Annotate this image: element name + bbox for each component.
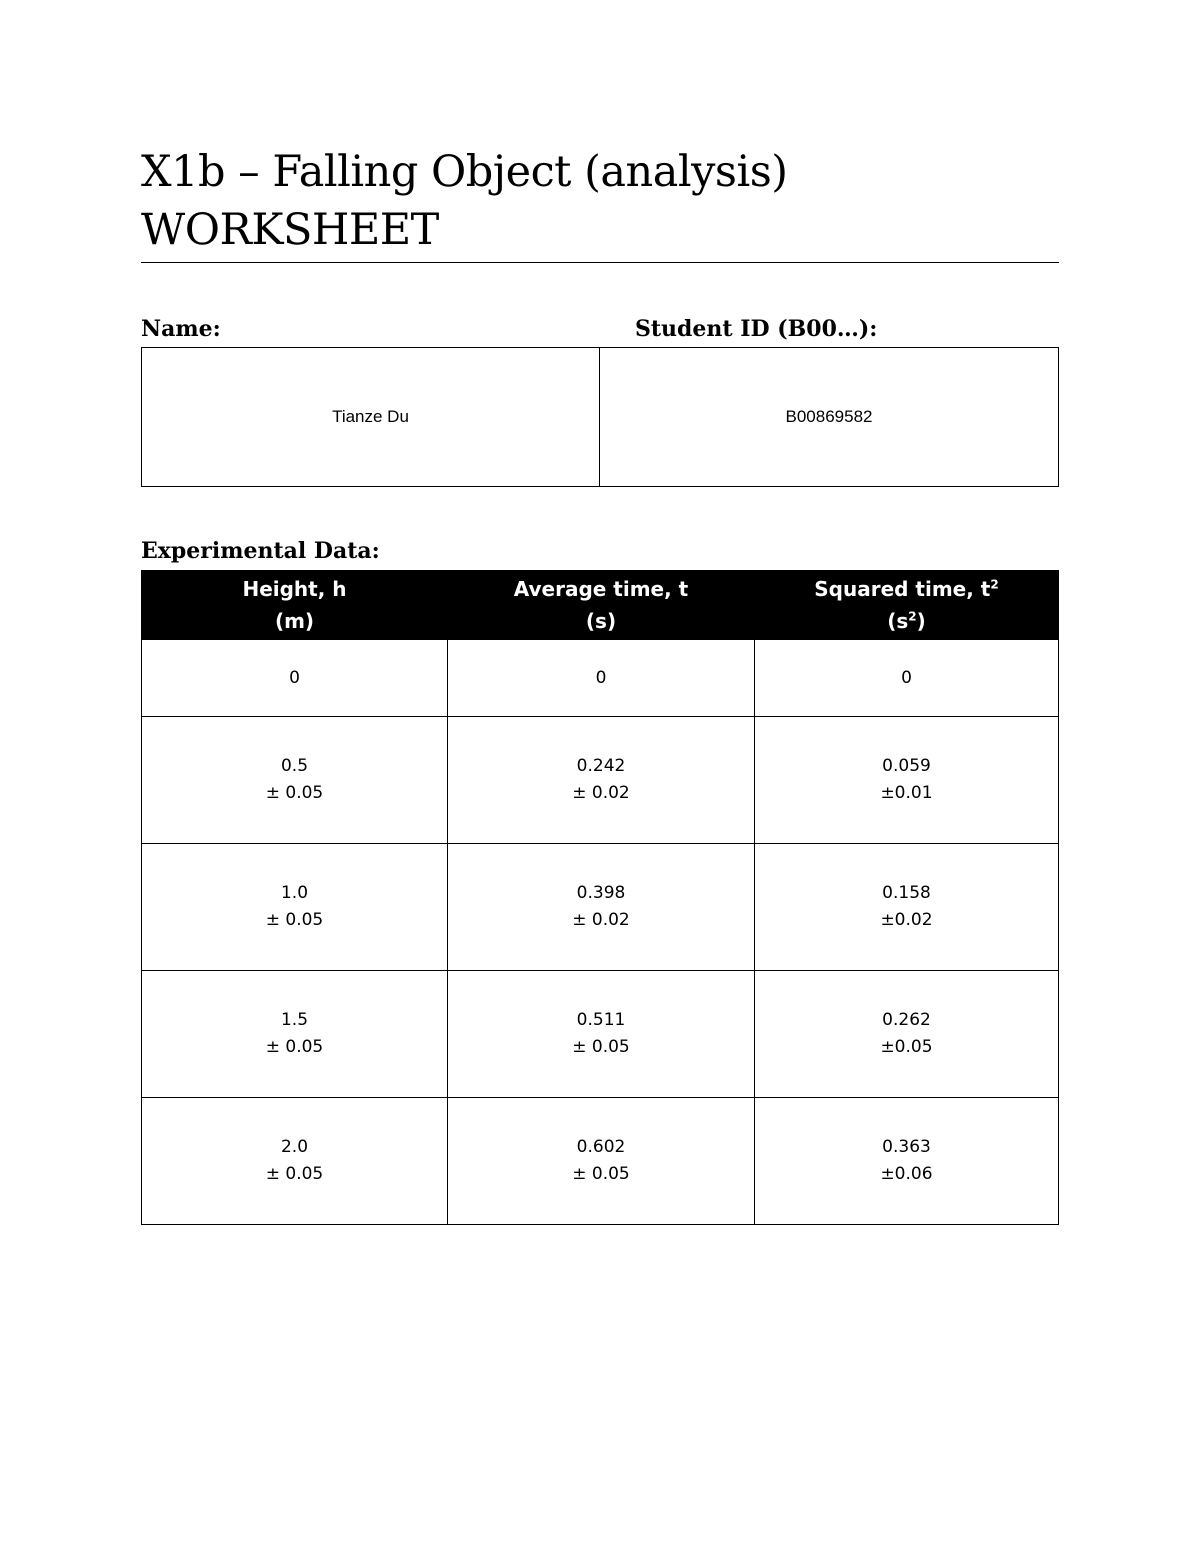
cell-uncertainty: ±0.05 <box>880 1037 933 1057</box>
table-row <box>142 971 1059 1098</box>
header-average-time-unit: (s) <box>585 609 617 633</box>
title-line-1: X1b – Falling Object (analysis) <box>141 147 788 197</box>
cell-height[interactable] <box>142 844 448 971</box>
cell-uncertainty: ± 0.05 <box>265 1037 324 1057</box>
cell-value: 0.511 <box>576 1010 626 1030</box>
cell-value: 0 <box>901 667 912 688</box>
cell-value: 0.158 <box>882 883 931 903</box>
cell-uncertainty: ± 0.05 <box>572 1037 630 1057</box>
cell-value: 2.0 <box>280 1137 309 1157</box>
experimental-data-label: Experimental Data: <box>141 538 380 564</box>
cell-value: 0.398 <box>576 883 626 903</box>
cell-average-time[interactable] <box>448 844 755 971</box>
header-average-time <box>448 571 755 640</box>
cell-average-time[interactable] <box>448 717 755 844</box>
cell-uncertainty: ± 0.02 <box>572 783 630 803</box>
header-height <box>142 571 448 640</box>
header-height-name: Height, h <box>242 577 347 601</box>
header-height-unit: (m) <box>274 609 315 633</box>
header-squared-time-unit: $(s^2)$ <box>887 609 926 633</box>
cell-average-time[interactable] <box>448 971 755 1098</box>
cell-uncertainty: ± 0.05 <box>572 1164 630 1184</box>
table-header-row <box>142 571 1059 640</box>
cell-squared-time[interactable] <box>755 1098 1059 1225</box>
student-id-value: B00869582 <box>785 407 873 426</box>
student-info-table <box>141 347 1059 487</box>
name-label: Name: <box>141 316 221 342</box>
cell-value: 0 <box>595 667 607 688</box>
cell-value: 1.0 <box>280 883 309 903</box>
student-id-label: Student ID (B00…): <box>635 316 878 342</box>
cell-squared-time[interactable] <box>755 971 1059 1098</box>
experimental-data-table <box>141 570 1059 1225</box>
header-average-time-name: Average time, t <box>513 577 689 601</box>
cell-value: 0.242 <box>576 756 626 776</box>
cell-squared-time[interactable] <box>755 640 1059 717</box>
cell-value: 0.602 <box>576 1137 626 1157</box>
cell-height[interactable] <box>142 717 448 844</box>
header-squared-time-name: Squared time, $t^2$ <box>814 577 999 601</box>
table-row <box>142 1098 1059 1225</box>
title-divider <box>141 262 1059 263</box>
cell-uncertainty: ± 0.02 <box>572 910 630 930</box>
cell-value: 1.5 <box>280 1010 309 1030</box>
name-value: Tianze Du <box>332 407 409 426</box>
header-squared-time <box>755 571 1059 640</box>
student-info-row <box>142 348 1059 487</box>
cell-value: 0.5 <box>280 756 309 776</box>
cell-uncertainty: ± 0.05 <box>265 1164 324 1184</box>
title-line-2: WORKSHEET <box>141 205 439 255</box>
cell-uncertainty: ±0.01 <box>880 783 933 803</box>
cell-value: 0.059 <box>882 756 931 776</box>
cell-height[interactable] <box>142 971 448 1098</box>
cell-squared-time[interactable] <box>755 844 1059 971</box>
table-row <box>142 717 1059 844</box>
cell-height[interactable] <box>142 1098 448 1225</box>
cell-uncertainty: ± 0.05 <box>265 783 324 803</box>
cell-uncertainty: ±0.06 <box>880 1164 933 1184</box>
student-id-value-cell[interactable] <box>600 348 1059 487</box>
cell-value: 0.363 <box>882 1137 931 1157</box>
cell-uncertainty: ± 0.05 <box>265 910 324 930</box>
cell-value: 0.262 <box>882 1010 931 1030</box>
worksheet-title <box>141 143 1059 259</box>
cell-squared-time[interactable] <box>755 717 1059 844</box>
table-row <box>142 844 1059 971</box>
table-row <box>142 640 1059 717</box>
cell-average-time[interactable] <box>448 640 755 717</box>
cell-height[interactable] <box>142 640 448 717</box>
cell-value: 0 <box>289 667 300 688</box>
cell-uncertainty: ±0.02 <box>880 910 933 930</box>
cell-average-time[interactable] <box>448 1098 755 1225</box>
name-value-cell[interactable] <box>142 348 600 487</box>
